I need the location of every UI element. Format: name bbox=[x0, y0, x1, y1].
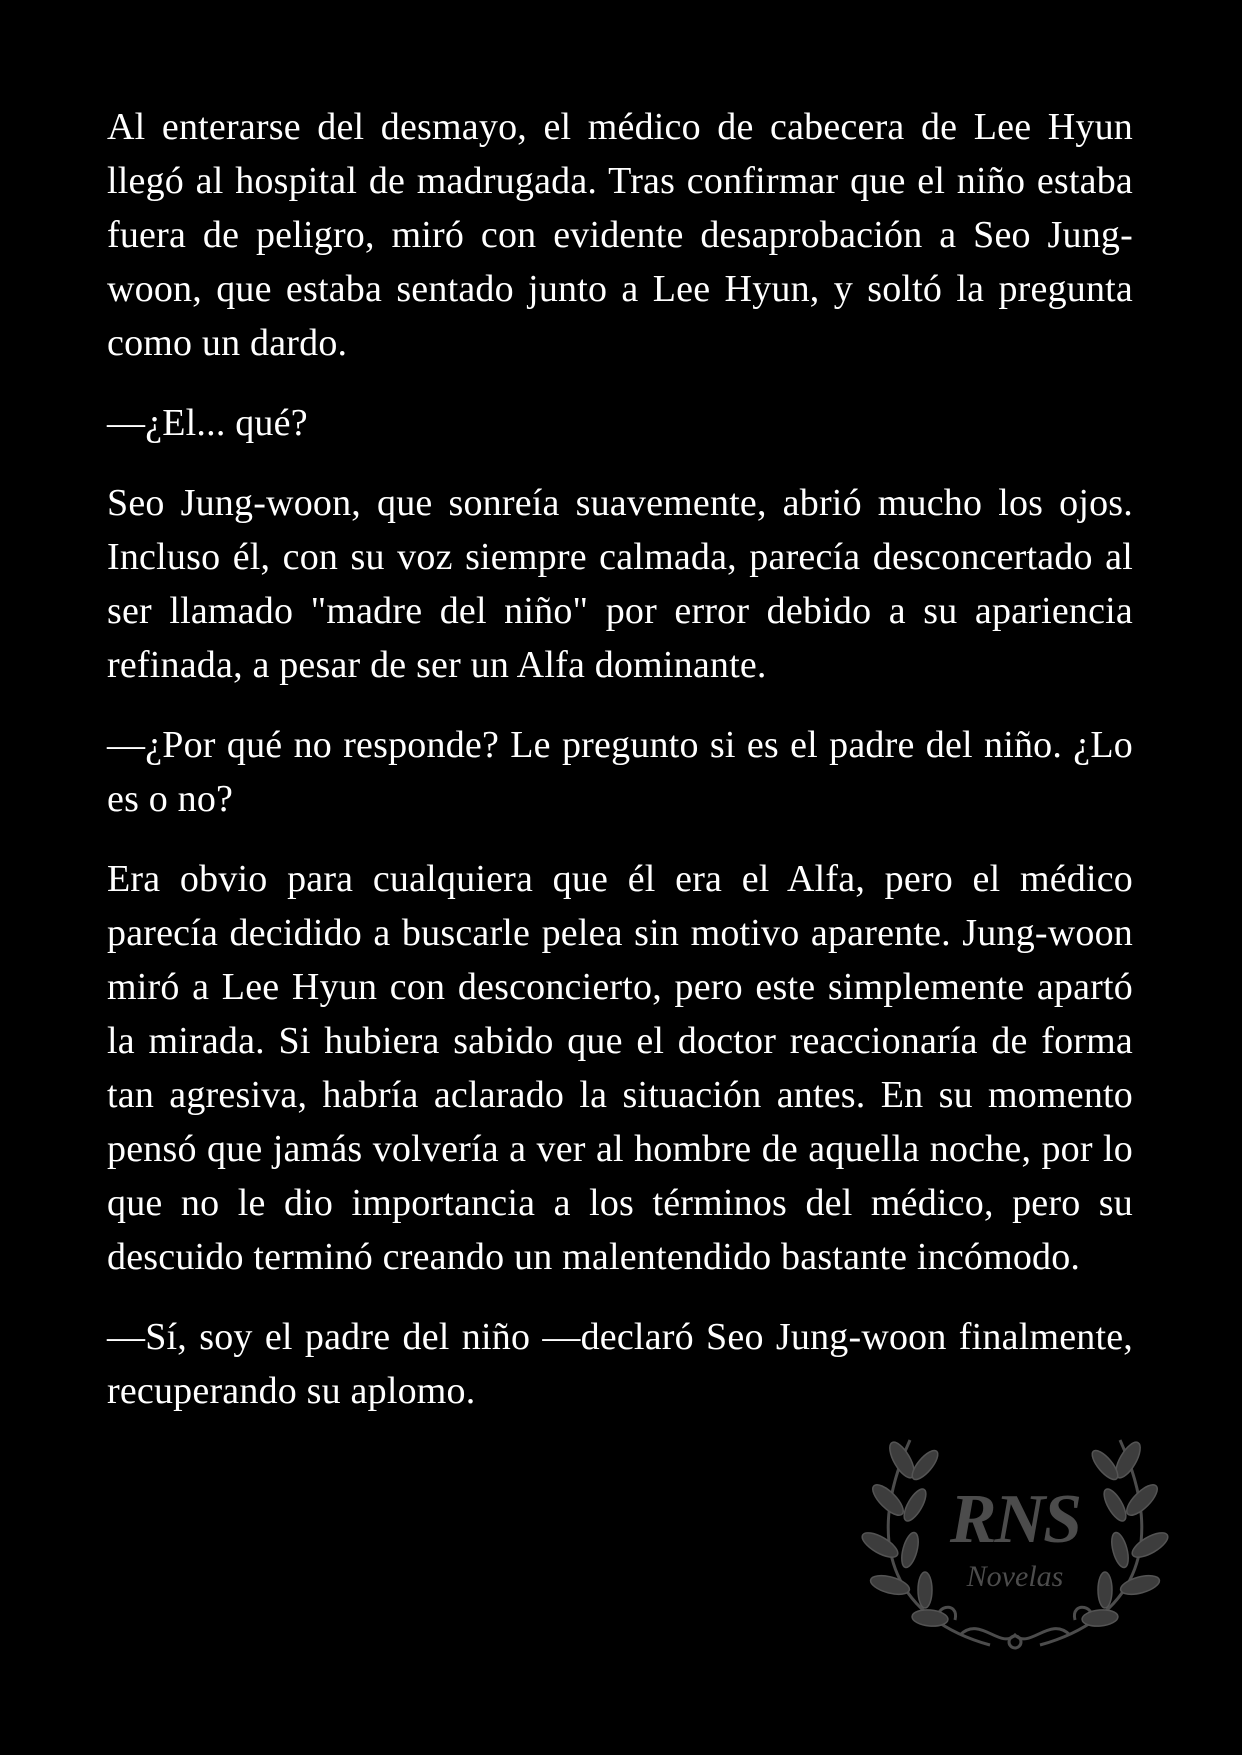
paragraph: —¿Por qué no responde? Le pregunto si es el padre del niño. ¿Lo es o no? bbox=[107, 724, 1133, 820]
watermark-subtitle: Novelas bbox=[966, 1560, 1064, 1593]
paragraph: Al enterarse del desmayo, el médico de cabecera de Lee Hyun llegó al hospital de madrugada. Tras confirmar que el niño estaba fuera de peligro, miró con evidente desaprobación a Seo Jung-woon, que estaba sentado junto a Lee Hyun, y soltó la pregunta como un dardo. bbox=[107, 106, 1133, 364]
paragraph: Era obvio para cualquiera que él era el Alfa, pero el médico parecía decidido a buscarle pelea sin motivo aparente. Jung-woon miró a Lee Hyun con desconcierto, pero este simplemente apartó la mirada. Si hubiera sabido que el doctor reaccionaría de forma tan agresiva, habría aclarado la situación antes. En su momento pensó que jamás volvería a ver al hombre de aquella noche, por lo que no le dio importancia a los términos del médico, pero su descuido terminó creando un malentendido bastante incómodo. bbox=[107, 858, 1133, 1278]
watermark bbox=[840, 1420, 1190, 1680]
paragraph: —¿El... qué? bbox=[107, 402, 308, 444]
paragraph: —Sí, soy el padre del niño —declaró Seo Jung-woon finalmente, recuperando su aplomo. bbox=[107, 1316, 1133, 1412]
watermark-logo: RNS bbox=[949, 1481, 1081, 1558]
document-body bbox=[107, 100, 1133, 1444]
paragraph: Seo Jung-woon, que sonreía suavemente, abrió mucho los ojos. Incluso él, con su voz siempre calmada, parecía desconcertado al ser llamado "madre del niño" por error debido a su apariencia refinada, a pesar de ser un Alfa dominante. bbox=[107, 482, 1133, 686]
